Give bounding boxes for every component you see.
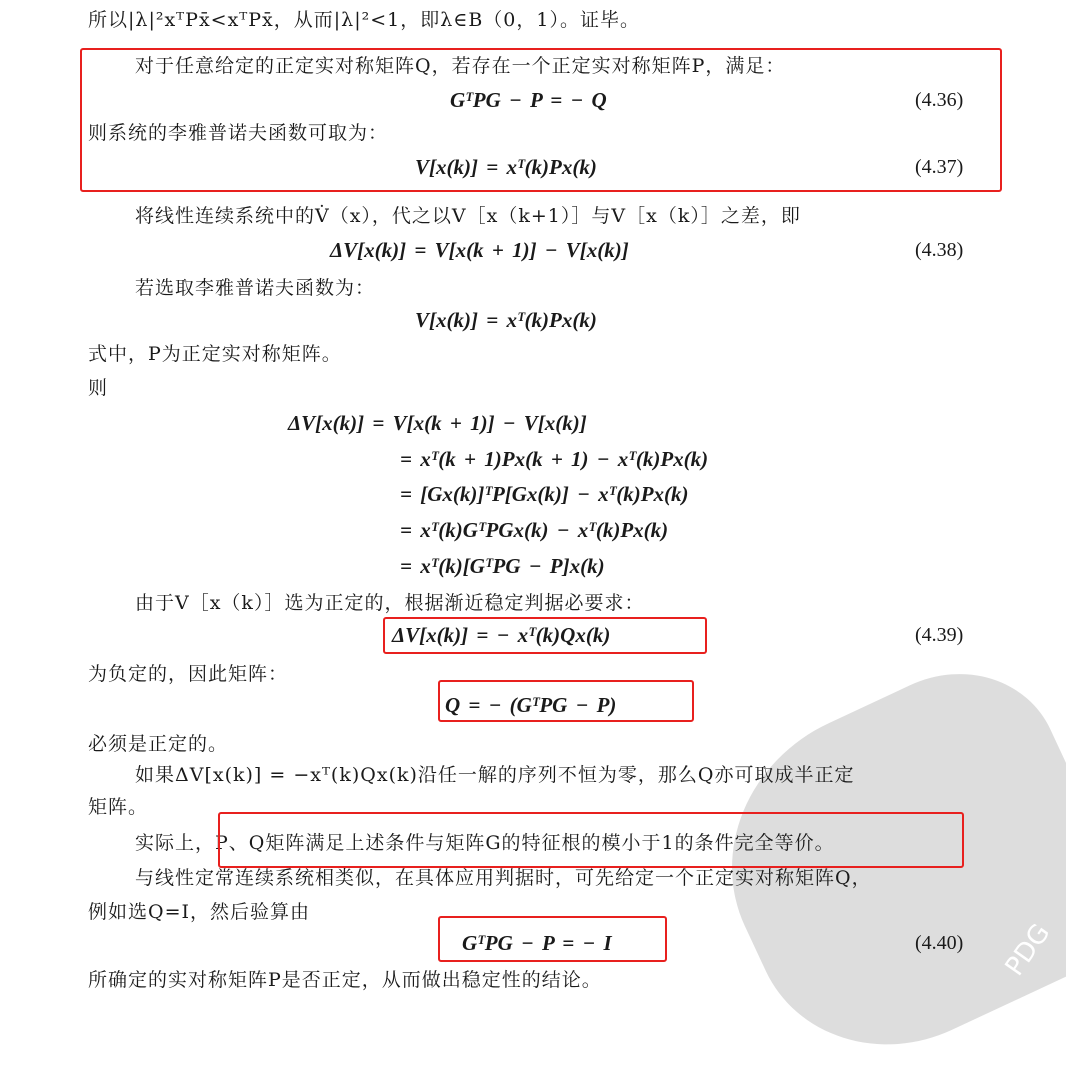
derivation-line: ΔV[x(k)] = V[x(k + 1)] − V[x(k)] (288, 411, 587, 435)
text-line: 例如选Q=I，然后验算由 (88, 901, 311, 923)
equation-q: Q = − (GᵀPG − P) (445, 693, 617, 717)
text-line: 由于V［x（k）］选为正定的，根据渐近稳定判据必要求： (135, 592, 645, 614)
highlight-box-4-40 (438, 916, 667, 962)
equation-number: (4.36) (915, 89, 964, 111)
derivation-line: = xᵀ(k)[GᵀPG − P]x(k) (400, 554, 605, 578)
watermark-text: PDG (999, 918, 1057, 982)
text-line: 必须是正定的。 (88, 733, 229, 755)
text-line: 对于任意给定的正定实对称矩阵Q，若存在一个正定实对称矩阵P，满足： (135, 55, 786, 77)
equation-number: (4.39) (915, 624, 964, 646)
equation-4-40: GᵀPG − P = − I (462, 931, 612, 955)
highlight-box-equivalence (218, 812, 964, 868)
equation-4-37: V[x(k)] = xᵀ(k)Px(k) (415, 155, 597, 179)
derivation-line: = xᵀ(k + 1)Px(k + 1) − xᵀ(k)Px(k) (400, 447, 709, 471)
text-line: 矩阵。 (88, 796, 149, 818)
text-line: 如果ΔV[x(k)] = −xᵀ(k)Qx(k)沿任一解的序列不恒为零，那么Q亦可取成半正定 (135, 764, 855, 786)
text-line: 若选取李雅普诺夫函数为： (135, 277, 376, 299)
highlight-box-q (438, 680, 694, 722)
text-line: 所以|λ|²xᵀPx̄<xᵀPx̄，从而|λ|²<1，即λ∈B（0，1）。证毕。 (88, 9, 640, 31)
text-line: 则系统的李雅普诺夫函数可取为： (88, 122, 389, 144)
text-line: 与线性定常连续系统相类似，在具体应用判据时，可先给定一个正定实对称矩阵Q， (135, 867, 872, 889)
text-line: 则 (88, 377, 109, 399)
equation-4-36: GᵀPG − P = − Q (450, 88, 607, 112)
text-line: 所确定的实对称矩阵P是否正定，从而做出稳定性的结论。 (88, 969, 602, 991)
derivation-line: = [Gx(k)]ᵀP[Gx(k)] − xᵀ(k)Px(k) (400, 482, 689, 506)
equation-lyapunov: V[x(k)] = xᵀ(k)Px(k) (415, 308, 597, 332)
equation-4-38: ΔV[x(k)] = V[x(k + 1)] − V[x(k)] (330, 238, 629, 262)
highlight-box-lyapunov-equation (80, 48, 1002, 192)
text-line: 将线性连续系统中的V̇（x），代之以V［x（k+1）］与V［x（k）］之差，即 (135, 205, 801, 227)
equation-number: (4.37) (915, 156, 964, 178)
equation-number: (4.40) (915, 932, 964, 954)
text-line: 式中，P为正定实对称矩阵。 (88, 343, 342, 365)
derivation-line: = xᵀ(k)GᵀPGx(k) − xᵀ(k)Px(k) (400, 518, 669, 542)
equation-number: (4.38) (915, 239, 964, 261)
text-line: 实际上，P、Q矩阵满足上述条件与矩阵G的特征根的模小于1的条件完全等价。 (135, 832, 835, 854)
text-line: 为负定的，因此矩阵： (88, 663, 289, 685)
equation-4-39: ΔV[x(k)] = − xᵀ(k)Qx(k) (392, 623, 611, 647)
highlight-box-4-39 (383, 617, 707, 654)
